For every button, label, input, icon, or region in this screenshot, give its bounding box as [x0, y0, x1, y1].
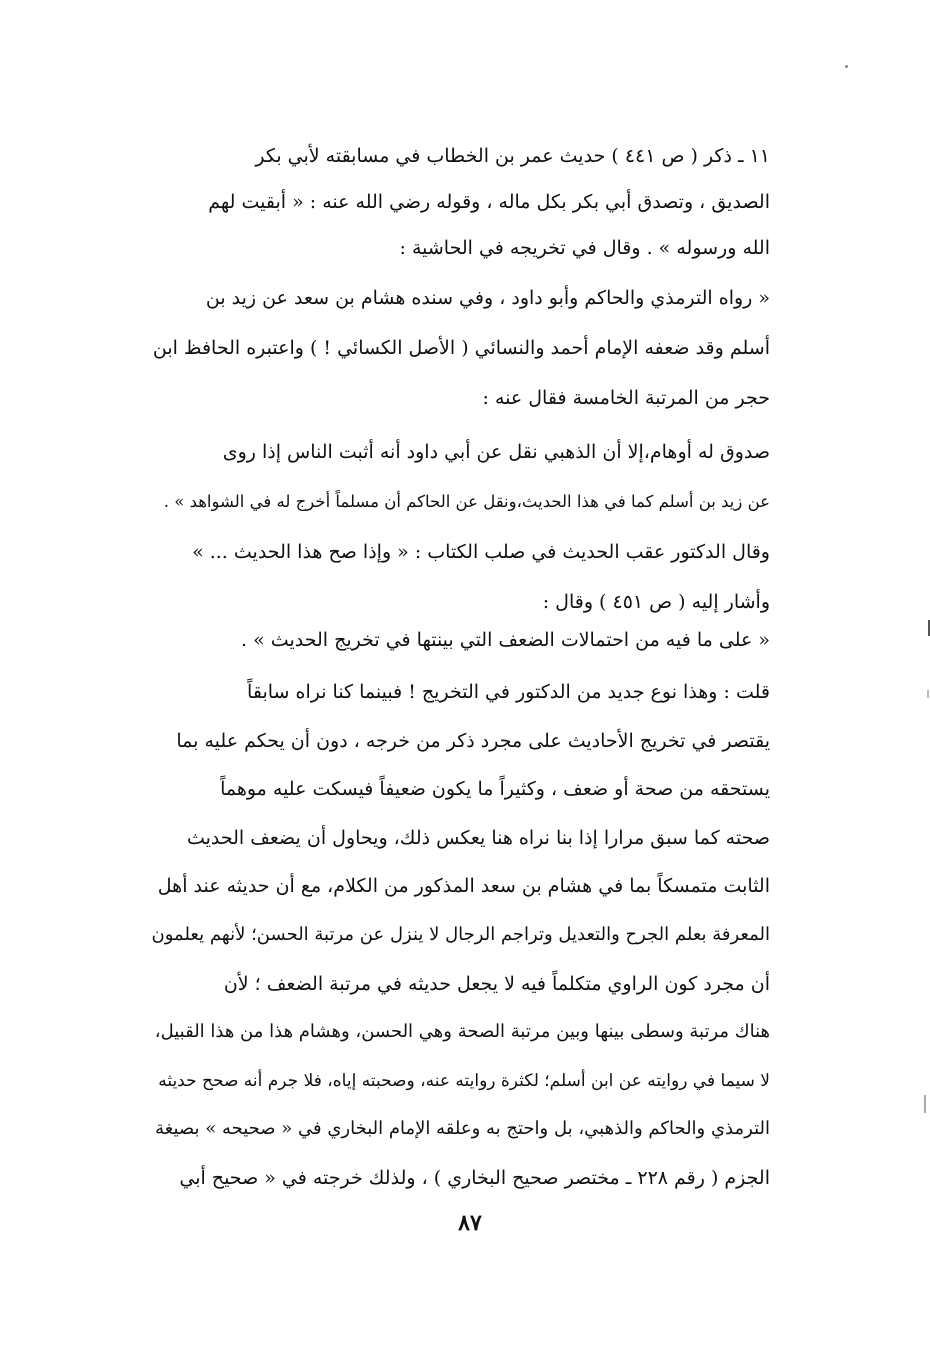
- text-line: يقتصر في تخريج الأحاديث على مجرد ذكر من خرجه ، دون أن يحكم عليه بما: [176, 729, 770, 752]
- text-line: وأشار إليه ( ص ٤٥١ ) وقال :: [542, 591, 770, 613]
- text-line: صحته كما سبق مرارا إذا بنا نراه هنا يعكس ذلك، ويحاول أن يضعف الحديث: [186, 826, 770, 849]
- text-line: أن مجرد كون الراوي متكلماً فيه لا يجعل حديثه في مرتبة الضعف ؛ لأن: [223, 972, 770, 995]
- margin-mark: [924, 1095, 926, 1113]
- text-line: وقال الدكتور عقب الحديث في صلب الكتاب : « وإذا صح هذا الحديث ... »: [192, 541, 770, 563]
- paragraph-hadith-umar: [150, 133, 770, 271]
- text-line: عن زيد بن أسلم كما في هذا الحديث،ونقل عن الحاكم أن مسلماً أخرج له في الشواهد » .: [163, 492, 770, 511]
- text-line: ١١ ـ ذكر ( ص ٤٤١ ) حديث عمر بن الخطاب في مسابقته لأبي بكر: [255, 145, 770, 167]
- text-line: « على ما فيه من احتمالات الضعف التي بينتها في تخريج الحديث » .: [241, 629, 770, 651]
- text-line: أسلم وقد ضعفه الإمام أحمد والنسائي ( الأصل الكسائي ! ) واعتبره الحافظ ابن: [152, 337, 770, 359]
- text-line: الله ورسوله » . وقال في تخريجه في الحاشية :: [399, 237, 770, 259]
- text-line: صدوق له أوهام،إلا أن الذهبي نقل عن أبي داود أنه أثبت الناس إذا روى: [222, 441, 770, 463]
- text-line: الثابت متمسكاً بما في هشام بن سعد المذكور من الكلام، مع أن حديثه عند أهل: [157, 875, 770, 898]
- page-number: ٨٧: [458, 1210, 482, 1236]
- text-line: قلت : وهذا نوع جديد من الدكتور في التخريج ! فبينما كنا نراه سابقاً: [247, 681, 770, 703]
- text-line: هناك مرتبة وسطى بينها وبين مرتبة الصحة وهي الحسن، وهشام هذا من هذا القبيل،: [154, 1021, 770, 1043]
- margin-mark: [845, 65, 848, 68]
- paragraph-saduq: [150, 427, 770, 577]
- margin-mark: [927, 690, 929, 698]
- text-line: المعرفة بعلم الجرح والتعديل وتراجم الرجال لا ينزل عن مرتبة الحسن؛ لأنهم يعلمون: [151, 923, 770, 945]
- text-line: الجزم ( رقم ٢٢٨ ـ مختصر صحيح البخاري ) ، ولذلك خرجته في « صحيح أبي: [179, 1166, 770, 1189]
- text-line: « رواه الترمذي والحاكم وأبو داود ، وفي سنده هشام بن سعد عن زيد بن: [205, 287, 770, 309]
- text-line: الصديق ، وتصدق أبي بكر بكل ماله ، وقوله رضي الله عنه : « أبقيت لهم: [208, 191, 770, 213]
- text-line: الترمذي والحاكم والذهبي، بل واحتج به وعلقه الإمام البخاري في « صحيحه » بصيغة: [155, 1118, 770, 1140]
- paragraph-quote-daf: [150, 620, 770, 660]
- text-line: حجر من المرتبة الخامسة فقال عنه :: [482, 387, 770, 409]
- text-line: يستحقه من صحة أو ضعف ، وكثيراً ما يكون ضعيفاً فيسكت عليه موهماً: [220, 778, 770, 801]
- paragraph-qultu: [150, 668, 770, 1203]
- text-line: لا سيما في روايته عن ابن أسلم؛ لكثرة روايته عنه، وصحبته إياه، فلا جرم أنه صحح حديثه: [158, 1070, 770, 1091]
- paragraph-quote-tirmidhi: [150, 273, 770, 423]
